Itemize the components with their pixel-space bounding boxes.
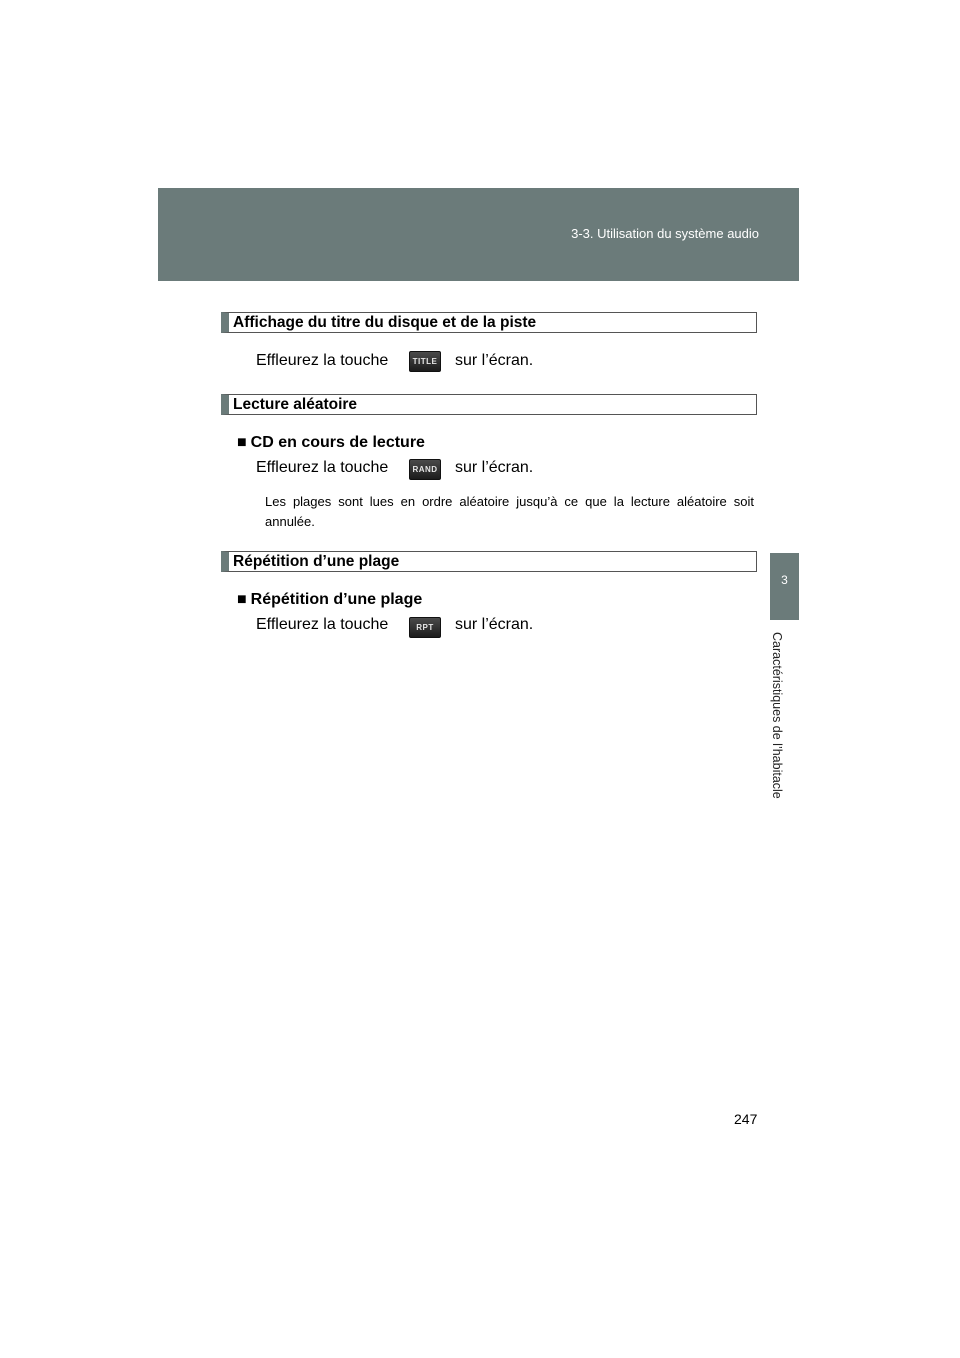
square-bullet-icon: ■ <box>237 591 247 608</box>
instruction-after: sur l’écran. <box>455 616 534 633</box>
rand-button: RAND <box>409 459 441 480</box>
instruction-before: Effleurez la touche <box>256 616 389 633</box>
instruction-before: Effleurez la touche <box>256 459 389 476</box>
instruction-text <box>256 352 388 370</box>
chapter-number: 3 <box>781 573 788 587</box>
subheading-text: Répétition d’une plage <box>250 591 423 608</box>
subheading-repeat-track <box>237 591 422 609</box>
rpt-button: RPT <box>409 617 441 638</box>
instruction-before: Effleurez la touche <box>256 352 389 369</box>
instruction-after: sur l’écran. <box>455 352 534 369</box>
section-heading-title-display: Affichage du titre du disque et de la piste <box>221 312 757 333</box>
subheading-cd-playing <box>237 434 425 452</box>
header-band <box>158 188 799 281</box>
page-number: 247 <box>734 1111 758 1127</box>
section-title: 3-3. Utilisation du système audio <box>571 226 759 241</box>
title-button: TITLE <box>409 351 441 372</box>
square-bullet-icon: ■ <box>237 434 247 451</box>
random-note: Les plages sont lues en ordre aléatoire jusqu’à ce que la lecture aléatoire soit annulée. <box>265 494 754 529</box>
section-heading-repeat: Répétition d’une plage <box>221 551 757 572</box>
section-heading-random: Lecture aléatoire <box>221 394 757 415</box>
chapter-tab <box>770 553 799 620</box>
subheading-text: CD en cours de lecture <box>250 434 425 451</box>
instruction-after: sur l’écran. <box>455 459 534 476</box>
chapter-label: Caractéristiques de l’habitacle <box>770 632 784 799</box>
